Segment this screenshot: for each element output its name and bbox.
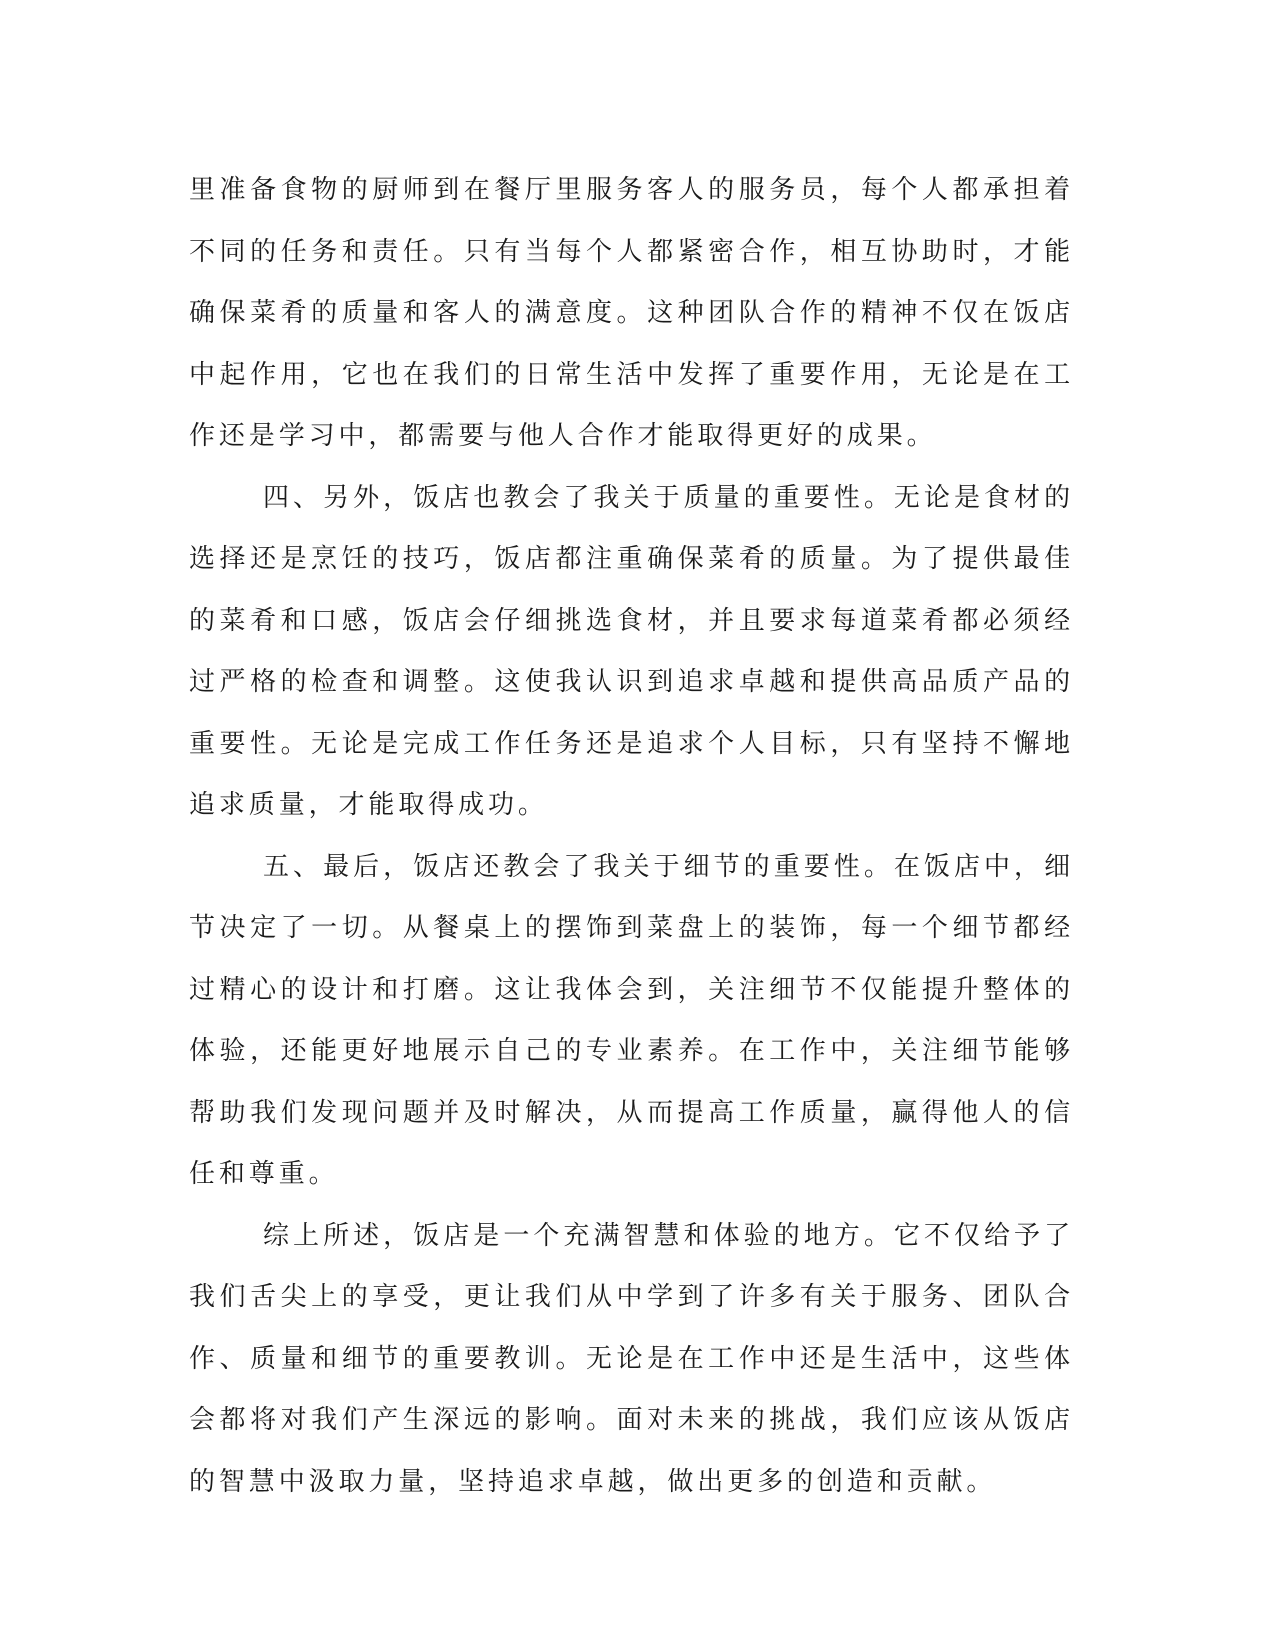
paragraph-quality: 四、另外，饭店也教会了我关于质量的重要性。无论是食材的选择还是烹饪的技巧，饭店都注重确保菜肴的质量。为了提供最佳的菜肴和口感，饭店会仔细挑选食材，并且要求每道菜肴都必须经过严格的检查和调整。这使我认识到追求卓越和提供高品质产品的重要性。无论是完成工作任务还是追求个人目标，只有坚持不懈地追求质量，才能取得成功。	[189, 482, 1074, 820]
paragraph-conclusion: 综上所述，饭店是一个充满智慧和体验的地方。它不仅给予了我们舌尖上的享受，更让我们从中学到了许多有关于服务、团队合作、质量和细节的重要教训。无论是在工作中还是生活中，这些体会都将对我们产生深远的影响。面对未来的挑战，我们应该从饭店的智慧中汲取力量，坚持追求卓越，做出更多的创造和贡献。	[189, 1220, 1074, 1497]
paragraph-details: 五、最后，饭店还教会了我关于细节的重要性。在饭店中，细节决定了一切。从餐桌上的摆饰到菜盘上的装饰，每一个细节都经过精心的设计和打磨。这让我体会到，关注细节不仅能提升整体的体验，还能更好地展示自己的专业素养。在工作中，关注细节能够帮助我们发现问题并及时解决，从而提高工作质量，赢得他人的信任和尊重。	[189, 851, 1074, 1189]
document-body	[189, 160, 1074, 1513]
paragraph-teamwork-continued: 里准备食物的厨师到在餐厅里服务客人的服务员，每个人都承担着不同的任务和责任。只有当每个人都紧密合作，相互协助时，才能确保菜肴的质量和客人的满意度。这种团队合作的精神不仅在饭店中起作用，它也在我们的日常生活中发挥了重要作用，无论是在工作还是学习中，都需要与他人合作才能取得更好的成果。	[189, 175, 1074, 451]
